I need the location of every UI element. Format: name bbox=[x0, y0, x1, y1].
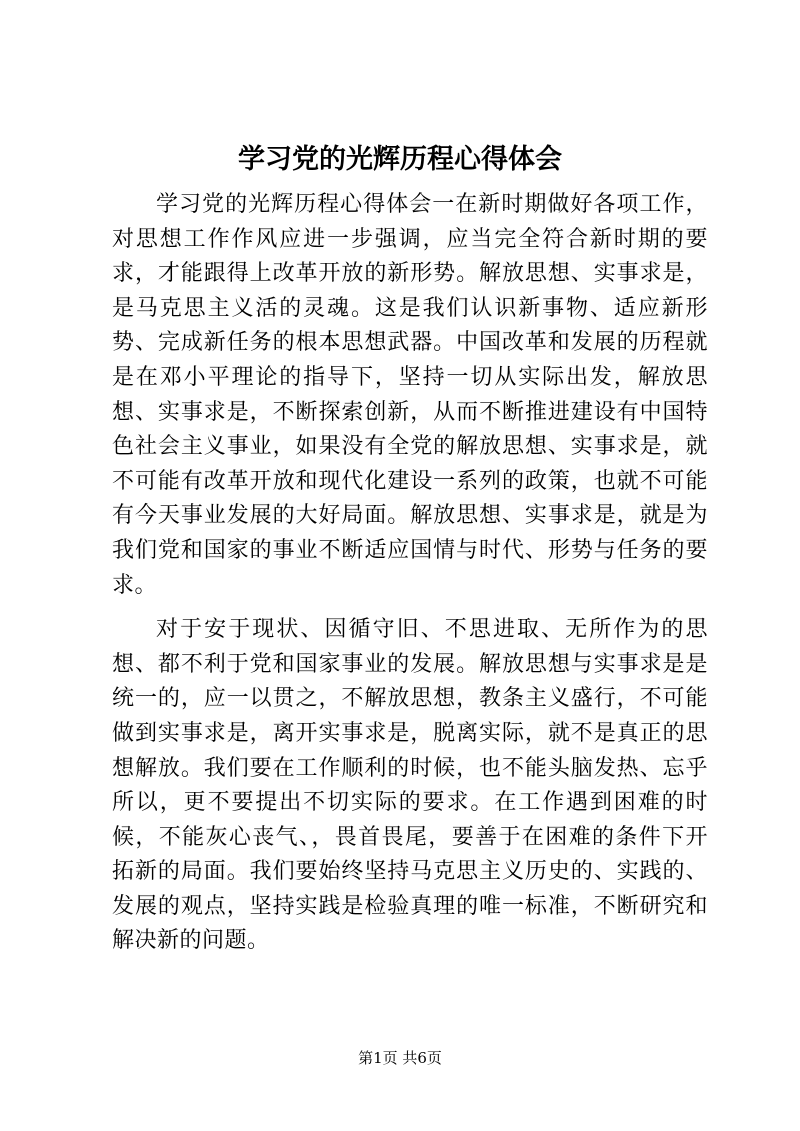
page-footer: 第1页 共6页 bbox=[358, 1049, 442, 1067]
paragraph-1: 学习党的光辉历程心得体会一在新时期做好各项工作，对思想工作作风应进一步强调，应当完全符合新时期的要求，才能跟得上改革开放的新形势。解放思想、实事求是，是马克思主义活的灵魂。这是我们认识新事物、适应新形势、完成新任务的根本思想武器。中国改革和发展的历程就是在邓小平理论的指导下，坚持一切从实际出发，解放思想、实事求是，不断探索创新，从而不断推进建设有中国特色社会主义事业，如果没有全党的解放思想、实事求是，就不可能有改革开放和现代化建设一系列的政策，也就不可能有今天事业发展的大好局面。解放思想、实事求是，就是为我们党和国家的事业不断适应国情与时代、形势与任务的要求。 bbox=[112, 192, 708, 598]
paragraph-2: 对于安于现状、因循守旧、不思进取、无所作为的思想、都不利于党和国家事业的发展。解放思想与实事求是是统一的，应一以贯之，不解放思想，教条主义盛行，不可能做到实事求是，离开实事求是，脱离实际，就不是真正的思想解放。我们要在工作顺利的时候，也不能头脑发热、忘乎所以，更不要提出不切实际的要求。在工作遇到困难的时候，不能灰心丧气、，畏首畏尾，要善于在困难的条件下开拓新的局面。我们要始终坚持马克思主义历史的、实践的、发展的观点，坚持实践是检验真理的唯一标准，不断研究和解决新的问题。 bbox=[112, 617, 708, 954]
document-title: 学习党的光辉历程心得体会 bbox=[238, 144, 562, 175]
document-body bbox=[112, 188, 708, 959]
